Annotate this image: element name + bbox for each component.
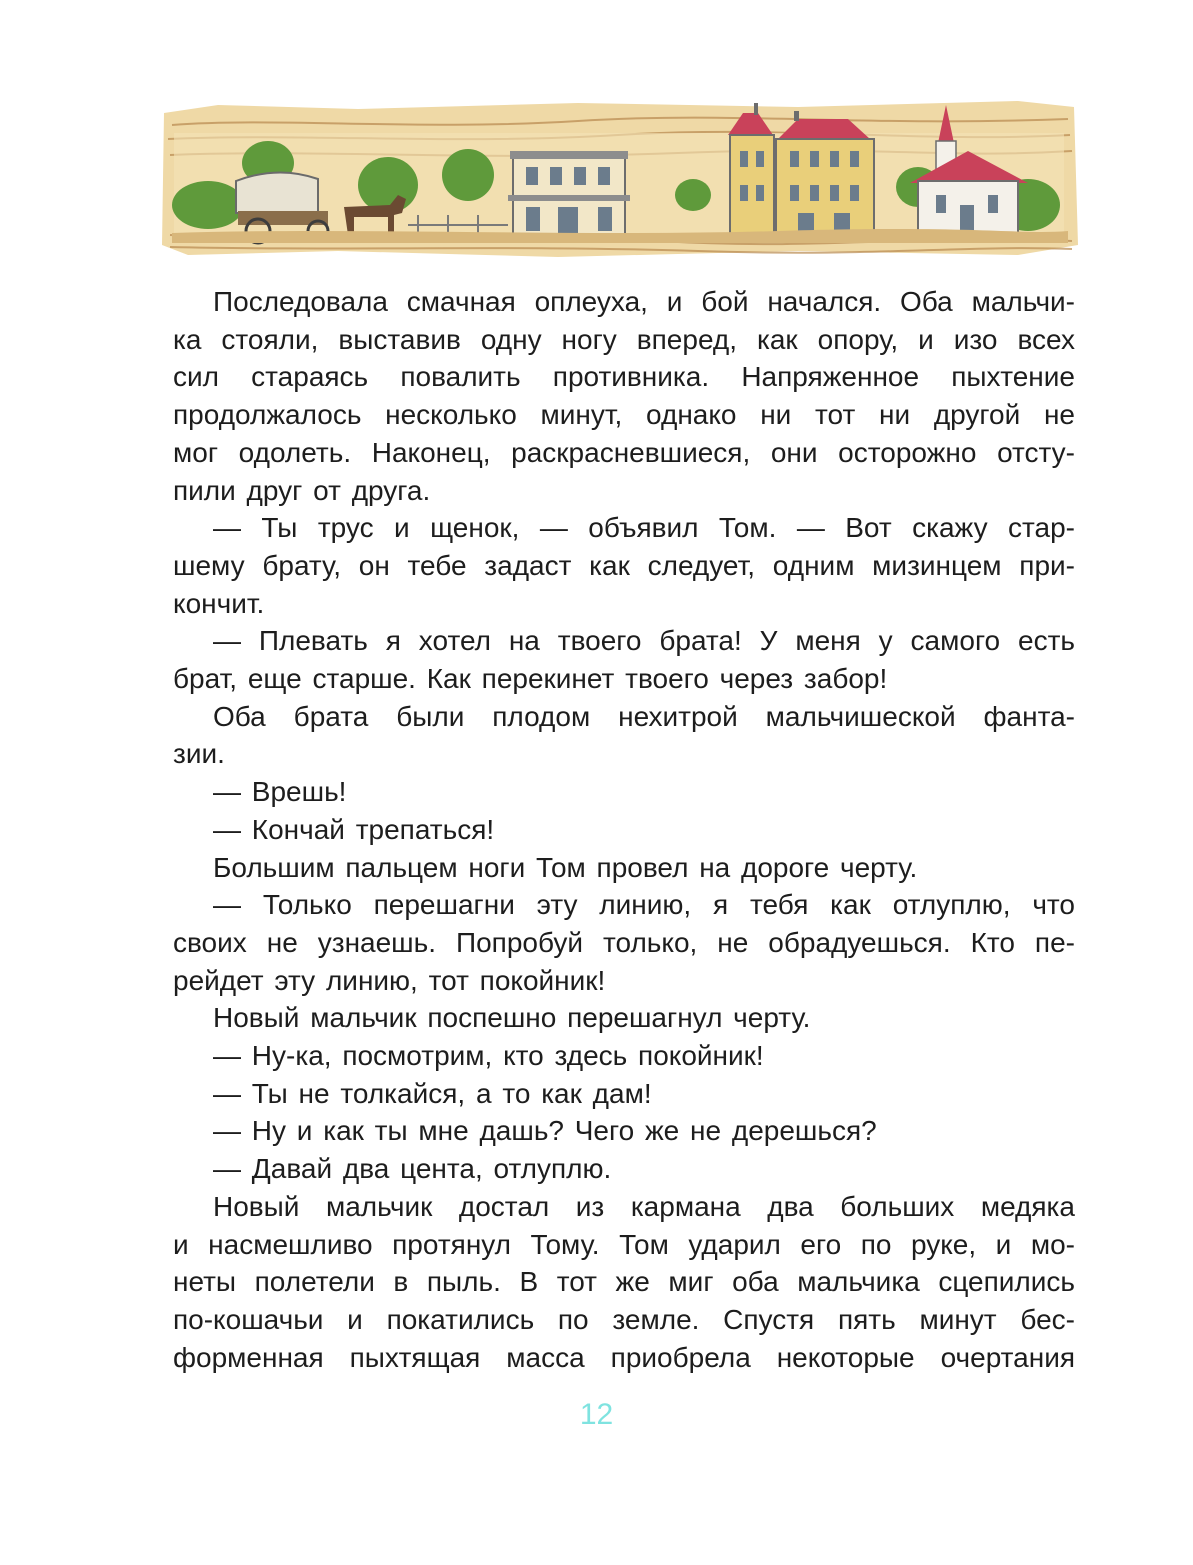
paragraph xyxy=(173,698,1075,773)
text-line: брат, еще старше. Как перекинет твоего через забор! xyxy=(173,663,888,695)
paragraph xyxy=(173,886,1075,999)
text-line: — Только перешагни эту линию, я тебя как отлуплю, что xyxy=(213,889,1075,921)
text-line: шему брату, он тебе задаст как следует, одним мизинцем при- xyxy=(173,549,1075,581)
text-line: — Давай два цента, отлуплю. xyxy=(213,1153,612,1185)
text-line: кончит. xyxy=(173,587,265,619)
page-number: 12 xyxy=(579,1398,614,1431)
text-line: неты полетели в пыль. В тот же миг оба мальчика сцепились xyxy=(173,1266,1075,1298)
text-line: — Ты трус и щенок, — объявил Том. — Вот скажу стар- xyxy=(213,512,1075,544)
text-line: — Ну-ка, посмотрим, кто здесь покойник! xyxy=(213,1040,764,1072)
text-line: своих не узнаешь. Попробуй только, не обрадуешься. Кто пе- xyxy=(173,926,1075,958)
paragraph xyxy=(173,1150,1075,1188)
text-line: — Врешь! xyxy=(213,776,347,808)
text-line: форменная пыхтящая масса приобрела некоторые очертания xyxy=(173,1341,1075,1373)
text-line: Оба брата были плодом нехитрой мальчишеской фанта- xyxy=(213,700,1075,732)
text-line: Новый мальчик достал из кармана два больших медяка xyxy=(213,1190,1075,1222)
banner-illustration xyxy=(158,95,1082,263)
text-line: рейдет эту линию, тот покойник! xyxy=(173,964,606,996)
text-line: Новый мальчик поспешно перешагнул черту. xyxy=(213,1002,811,1034)
paragraph xyxy=(173,509,1075,622)
text-line: зии. xyxy=(173,738,225,770)
text-line: ка стояли, выставив одну ногу вперед, как опору, и изо всех xyxy=(173,323,1075,355)
paragraph xyxy=(173,283,1075,509)
text-line: — Ну и как ты мне дашь? Чего же не дерешься? xyxy=(213,1115,877,1147)
text-line: продолжалось несколько минут, однако ни тот ни другой не xyxy=(173,399,1075,431)
paragraph xyxy=(173,999,1075,1037)
paragraph xyxy=(173,1112,1075,1150)
text-line: — Плевать я хотел на твоего брата! У меня у самого есть xyxy=(213,625,1075,657)
paragraph xyxy=(173,1075,1075,1113)
text-line: Большим пальцем ноги Том провел на дороге черту. xyxy=(213,851,918,883)
text-line: по-кошачьи и покатились по земле. Спустя пять минут бес- xyxy=(173,1303,1075,1335)
text-line: Последовала смачная оплеуха, и бой начался. Оба мальчи- xyxy=(213,286,1075,317)
paragraph xyxy=(173,811,1075,849)
text-line: мог одолеть. Наконец, раскрасневшиеся, они осторожно отсту- xyxy=(173,436,1075,468)
paragraph xyxy=(173,849,1075,887)
paragraph xyxy=(173,773,1075,811)
text-line: — Кончай трепаться! xyxy=(213,813,495,845)
paragraph xyxy=(173,622,1075,697)
text-line: сил стараясь повалить противника. Напряженное пыхтение xyxy=(173,361,1075,393)
text-line: пили друг от друга. xyxy=(173,474,431,506)
paragraph xyxy=(173,1188,1075,1377)
paragraph xyxy=(173,1037,1075,1075)
body-text xyxy=(173,283,1075,1376)
text-line: — Ты не толкайся, а то как дам! xyxy=(213,1077,652,1109)
text-line: и насмешливо протянул Тому. Том ударил его по руке, и мо- xyxy=(173,1228,1075,1260)
